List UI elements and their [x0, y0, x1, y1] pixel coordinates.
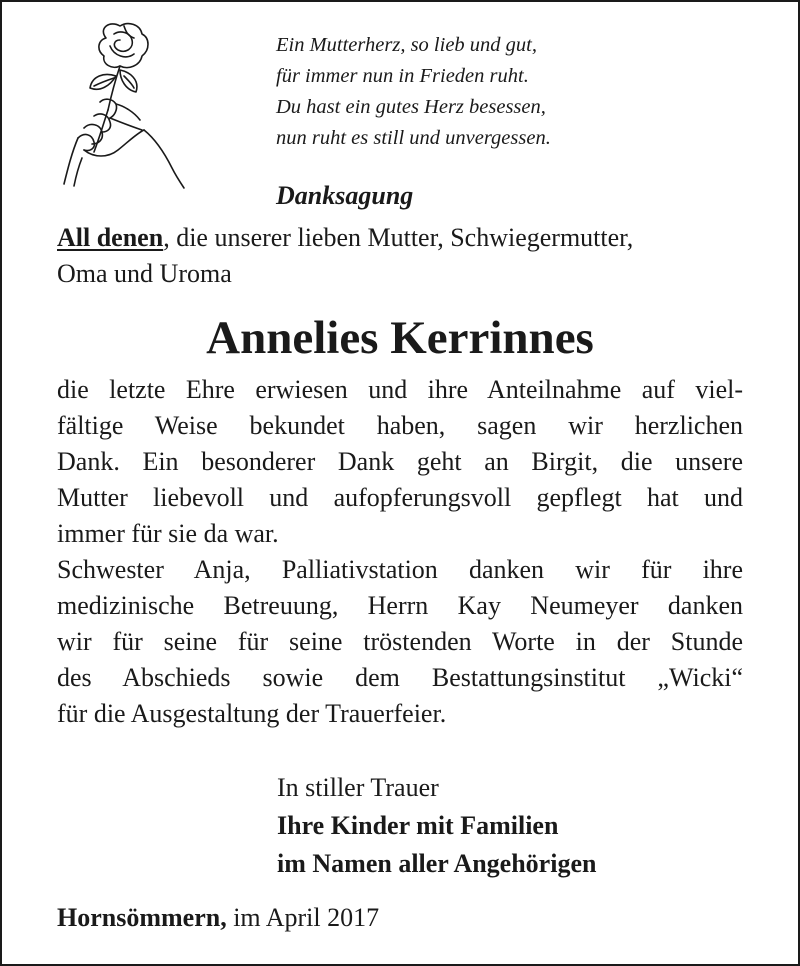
- intro-lead: All denen: [57, 223, 164, 252]
- intro-line-2: Oma und Uroma: [57, 259, 232, 288]
- poem-line: nun ruht es still und unvergessen.: [276, 127, 551, 149]
- intro-paragraph: [57, 220, 757, 292]
- rose-in-hand-icon: [54, 18, 194, 190]
- closing-line-3: im Namen aller Angehörigen: [277, 849, 597, 878]
- body-line: Schwester Anja, Palliativstation danken wir für ihre: [57, 555, 743, 584]
- body-line: wir für seine für seine tröstenden Worte in der Stunde: [57, 627, 743, 656]
- heading-danksagung: Danksagung: [276, 181, 414, 210]
- date: im April 2017: [226, 903, 380, 932]
- deceased-name: Annelies Kerrinnes: [206, 312, 594, 364]
- poem-line: Ein Mutterherz, so lieb und gut,: [276, 34, 537, 56]
- place-and-date: [57, 899, 379, 937]
- body-line: für die Ausgestaltung der Trauerfeier.: [57, 699, 447, 728]
- intro-line-1: [57, 220, 757, 256]
- poem-line: Du hast ein gutes Herz besessen,: [276, 96, 546, 118]
- body-line: medizinische Betreuung, Herrn Kay Neumeyer danken: [57, 591, 743, 620]
- closing-line-1: In stiller Trauer: [277, 773, 439, 802]
- poem: [276, 30, 551, 154]
- body-line: die letzte Ehre erwiesen und ihre Anteilnahme auf viel-: [57, 375, 743, 404]
- body-paragraph: [57, 372, 743, 732]
- closing-signature: [277, 769, 596, 883]
- place: Hornsömmern,: [57, 903, 227, 932]
- intro-rest: , die unserer lieben Mutter, Schwiegermutter,: [163, 223, 634, 252]
- poem-line: für immer nun in Frieden ruht.: [276, 65, 529, 87]
- closing-line-2: Ihre Kinder mit Familien: [277, 811, 559, 840]
- body-line: des Abschieds sowie dem Bestattungsinstitut „Wicki“: [57, 663, 743, 692]
- body-line: fältige Weise bekundet haben, sagen wir herzlichen: [57, 411, 743, 440]
- body-line: Mutter liebevoll und aufopferungsvoll gepflegt hat und: [57, 483, 743, 512]
- body-line: immer für sie da war.: [57, 519, 279, 548]
- body-line: Dank. Ein besonderer Dank geht an Birgit, die unsere: [57, 447, 743, 476]
